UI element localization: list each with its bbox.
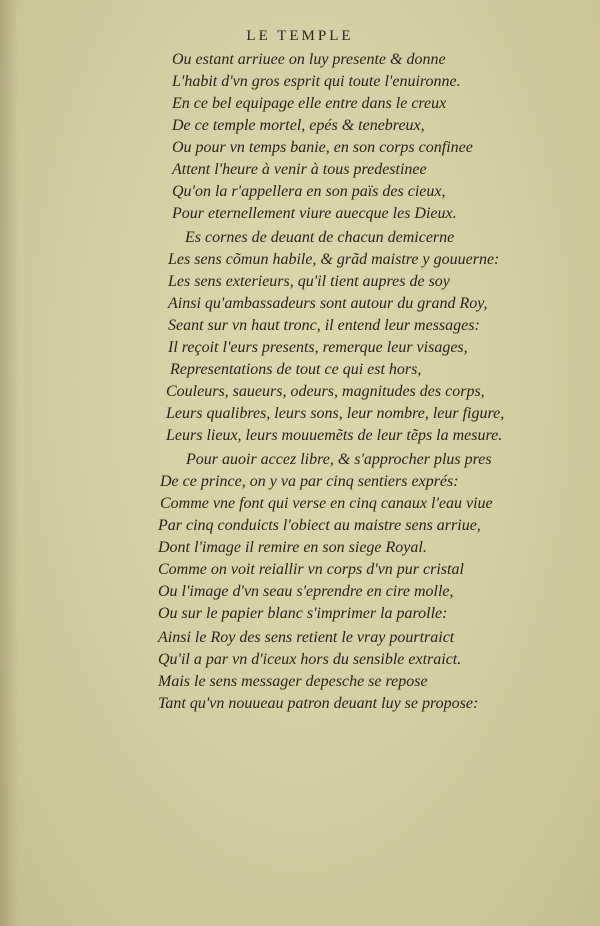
verse-line: Representations de tout ce qui est hors, [170,361,422,378]
verse-line: En ce bel equipage elle entre dans le creux [172,95,447,112]
verse-line: Ou l'image d'vn seau s'eprendre en cire molle, [158,583,454,600]
verse-line: Dont l'image il remire en son siege Royal. [158,539,427,556]
verse-line: Les sens cõmun habile, & grãd maistre y gouuerne: [168,251,500,268]
verse-line: Pour eternellement viure auecque les Dieux. [172,205,457,222]
verse-line: L'habit d'vn gros esprit qui toute l'enuironne. [172,73,461,90]
verse-line: Couleurs, saueurs, odeurs, magnitudes des corps, [166,383,485,400]
verse-line: Leurs qualibres, leurs sons, leur nombre, leur figure, [166,405,505,422]
verse-line: Comme on voit reiallir vn corps d'vn pur cristal [158,561,464,578]
verse-line: Ou pour vn temps banie, en son corps confinee [172,139,473,156]
verse-line: De ce prince, on y va par cinq sentiers exprés: [160,473,459,490]
verse-line: Leurs lieux, leurs mouuemẽts de leur tẽps la mesure. [166,427,503,444]
verse-line: Attent l'heure à venir à tous predestinee [172,161,427,178]
verse-line: Qu'il a par vn d'iceux hors du sensible extraict. [158,651,462,668]
verse-line: Seant sur vn haut tronc, il entend leur messages: [168,317,480,334]
verse-line: Par cinq conduicts l'obiect au maistre sens arriue, [158,517,481,534]
running-head: LE TEMPLE [246,28,354,44]
verse-line: Tant qu'vn nouueau patron deuant luy se propose: [158,695,479,712]
verse-line: Ainsi le Roy des sens retient le vray pourtraict [158,629,455,646]
verse-line: Il reçoit l'eurs presents, remerque leur visages, [168,339,468,356]
verse-line: Ou sur le papier blanc s'imprimer la parolle: [158,605,448,622]
verse-line: Ou estant arriuee on luy presente & donne [172,51,446,68]
verse-line: Les sens exterieurs, qu'il tient aupres de soy [168,273,450,290]
verse-line: Ainsi qu'ambassadeurs sont autour du grand Roy, [168,295,488,312]
verse-line: Pour auoir accez libre, & s'approcher plus pres [186,451,492,468]
verse-line: Qu'on la r'appellera en son païs des cieux, [172,183,446,200]
verse-line: Es cornes de deuant de chacun demicerne [185,229,455,246]
verse-line: Comme vne font qui verse en cinq canaux l'eau viue [160,495,493,512]
verse-line: Mais le sens messager depesche se repose [158,673,428,690]
verse-line: De ce temple mortel, epés & tenebreux, [172,117,425,134]
